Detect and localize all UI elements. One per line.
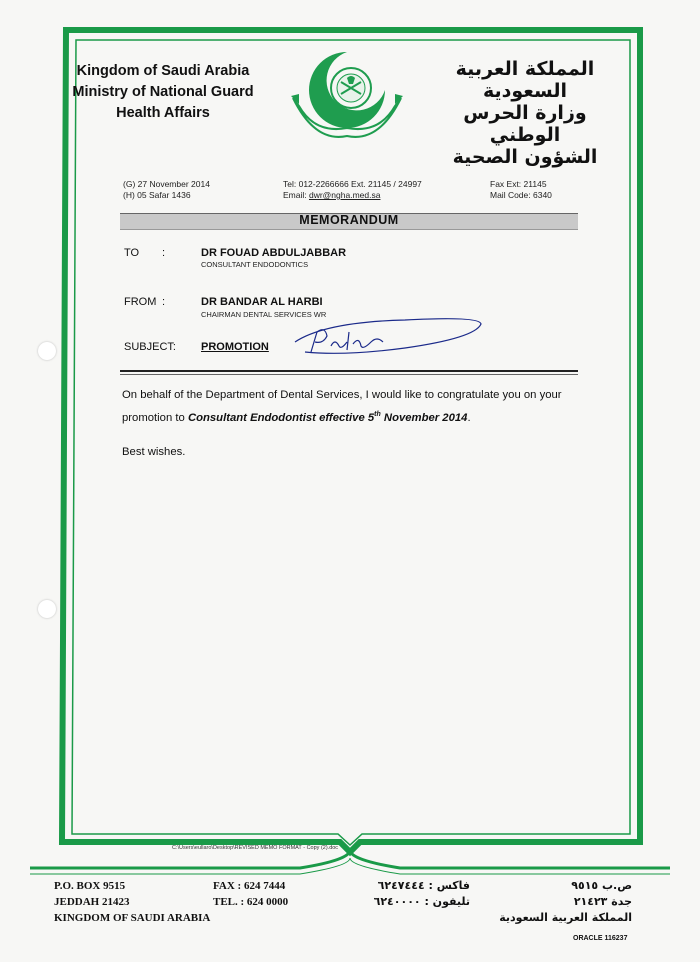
body-line-1: On behalf of the Department of Dental Services, I would like to congratulate you on your [122, 389, 562, 401]
to-title: CONSULTANT ENDODONTICS [201, 260, 309, 269]
footer-phone-arabic [370, 878, 470, 910]
subject-label: SUBJECT: [124, 341, 176, 353]
header-english [68, 61, 258, 124]
to-label: TO [124, 247, 140, 259]
header-arabic-line-1: المملكة العربية السعودية [455, 58, 595, 102]
footer-phone [213, 878, 288, 910]
date-block [123, 179, 210, 201]
from-title: CHAIRMAN DENTAL SERVICES WR [201, 310, 327, 319]
body-line-2: promotion to Consultant Endodontist effective 5th November 2014. [122, 411, 471, 424]
email-link[interactable]: dwr@ngha.med.sa [308, 190, 381, 200]
tel-arabic: تليفون : ٦٢٤٠٠٠٠ [373, 895, 470, 908]
header-arabic-line-3: الشؤون الصحية [452, 146, 598, 168]
file-path: C:\Users\eullaro\Desktop\REVISED MEMO FORMAT - Copy (2).doc [172, 845, 339, 851]
divider-line [120, 370, 578, 372]
header-arabic [425, 58, 625, 168]
header-line-2: Ministry of National Guard [72, 84, 254, 100]
mail-code: Mail Code: 6340 [490, 190, 552, 200]
po-box-arabic: ص.ب ٩٥١٥ [571, 879, 632, 892]
memo-body [122, 386, 582, 462]
punch-hole-bottom [38, 600, 56, 618]
header-line-1: Kingdom of Saudi Arabia [76, 63, 250, 79]
subject-value: PROMOTION [201, 341, 269, 353]
header-line-3: Health Affairs [116, 105, 210, 121]
fax-block [490, 179, 552, 201]
email-label: Email: [283, 190, 309, 200]
punch-hole-top [38, 342, 56, 360]
ministry-emblem-logo [285, 48, 410, 143]
contact-block [283, 179, 422, 201]
fax-ext: Fax Ext: 21145 [490, 179, 547, 189]
divider-line-thin [120, 374, 578, 375]
fax-arabic: فاكس : ٦٢٤٧٤٤٤ [377, 879, 470, 892]
date-gregorian: (G) 27 November 2014 [123, 179, 210, 189]
footer-address [54, 878, 210, 926]
country-arabic: المملكة العربية السعودية [499, 911, 632, 924]
date-hijri: (H) 05 Safar 1436 [123, 190, 191, 200]
tel-number: TEL. : 624 0000 [213, 896, 289, 908]
footer-address-arabic [490, 878, 632, 926]
from-label: FROM [124, 296, 157, 308]
telephone: Tel: 012-2266666 Ext. 21145 / 24997 [283, 179, 422, 189]
oracle-code: ORACLE 116237 [573, 935, 628, 942]
header-arabic-line-2: وزارة الحرس الوطني [463, 102, 587, 146]
from-colon: : [162, 296, 166, 308]
city-arabic: جدة ٢١٤٢٣ [573, 895, 632, 908]
to-colon: : [162, 247, 166, 259]
city: JEDDAH 21423 [54, 896, 130, 908]
memo-title: MEMORANDUM [299, 213, 399, 227]
po-box: P.O. BOX 9515 [54, 880, 126, 892]
from-name: DR BANDAR AL HARBI [201, 296, 323, 308]
country: KINGDOM OF SAUDI ARABIA [54, 912, 211, 924]
signature [285, 312, 485, 362]
closing: Best wishes. [122, 445, 186, 458]
to-name: DR FOUAD ABDULJABBAR [201, 247, 347, 259]
fax-number: FAX : 624 7444 [213, 880, 286, 892]
